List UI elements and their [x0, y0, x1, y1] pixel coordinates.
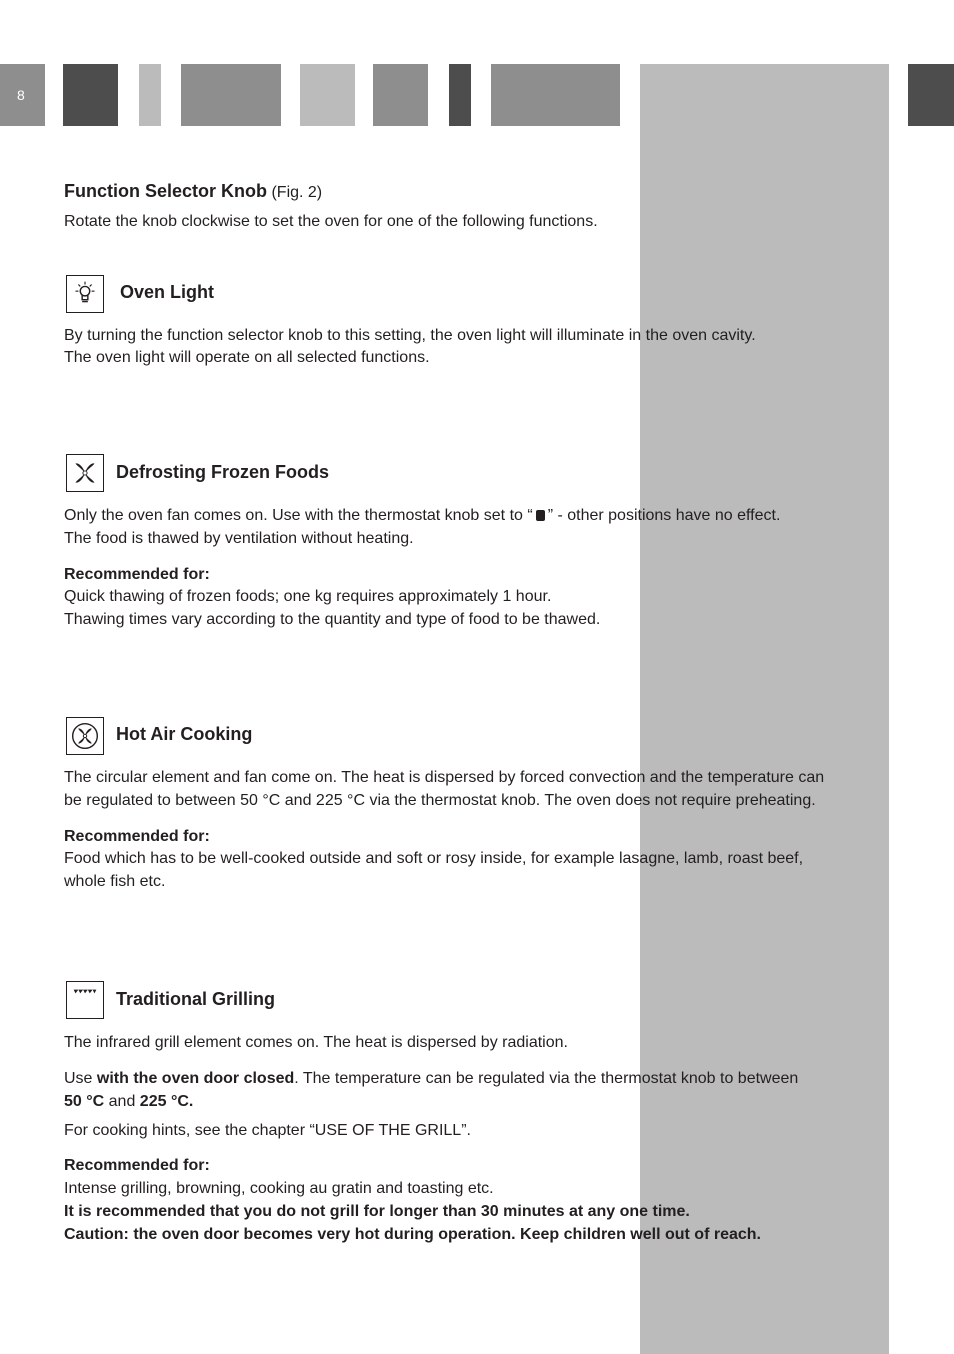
fig-reference: (Fig. 2) [267, 184, 323, 201]
header-bar-block [373, 64, 428, 126]
recommended-label: Recommended for: [64, 828, 210, 845]
hot-air-title: Hot Air Cooking [116, 724, 253, 744]
recommended-text: Food which has to be well-cooked outside and soft or rosy inside, for example lasagne, lamb, roast beef, [64, 850, 804, 867]
defrost-line-end: ” - other positions have no effect. [547, 507, 781, 524]
intro-text: Rotate the knob clockwise to set the oven for one of the following functions. [64, 213, 598, 230]
defrost-line [64, 504, 844, 527]
recommended-text: whole fish etc. [64, 873, 166, 890]
function-knob-title: Function Selector Knob [64, 181, 268, 201]
grill-icon [66, 981, 104, 1019]
temp-and: and [104, 1093, 140, 1110]
header-bar-block [491, 64, 620, 126]
recommended-label: Recommended for: [64, 1157, 210, 1174]
grill-warning: It is recommended that you do not grill for longer than 30 minutes at any one time. [64, 1203, 690, 1220]
grill-caution: Caution: the oven door becomes very hot during operation. Keep children well out of reach. [64, 1226, 761, 1243]
grill-hints: For cooking hints, see the chapter “USE OF THE GRILL”. [64, 1122, 471, 1139]
defrost-line: The food is thawed by ventilation without heating. [64, 530, 414, 547]
grill-line: The infrared grill element comes on. The heat is dispersed by radiation. [64, 1034, 568, 1051]
grill-title: Traditional Grilling [116, 989, 276, 1009]
oven-light-title: Oven Light [120, 282, 214, 302]
header-bar-block [449, 64, 471, 126]
section-heading [64, 180, 844, 204]
header-bar-block [63, 64, 118, 126]
oven-light-line: The oven light will operate on all selected functions. [64, 349, 430, 366]
grill-use-line [64, 1067, 844, 1090]
oven-light-line: By turning the function selector knob to this setting, the oven light will illuminate in the oven cavity. [64, 327, 756, 344]
temp-low: 50 °C [64, 1093, 105, 1110]
recommended-label: Recommended for: [64, 566, 210, 583]
header-bar-block [139, 64, 161, 126]
fan-circle-icon [66, 717, 104, 755]
page-number: 8 [0, 64, 45, 126]
hot-air-line: The circular element and fan come on. The heat is dispersed by forced convection and the temperature can [64, 769, 825, 786]
grill-use-bold: with the oven door closed [96, 1070, 295, 1087]
square-symbol-icon [536, 510, 545, 521]
recommended-text: Quick thawing of frozen foods; one kg requires approximately 1 hour. [64, 588, 552, 605]
defrost-line-start: Only the oven fan comes on. Use with the thermostat knob set to “ [64, 507, 533, 524]
grill-use-prefix: Use [64, 1070, 97, 1087]
light-bulb-icon [66, 275, 104, 313]
header-bar-block [181, 64, 281, 126]
hot-air-line: be regulated to between 50 °C and 225 °C via the thermostat knob. The oven does not require preheating. [64, 792, 816, 809]
defrost-title: Defrosting Frozen Foods [116, 462, 329, 482]
recommended-text: Thawing times vary according to the quantity and type of food to be thawed. [64, 611, 601, 628]
header-bar-block [300, 64, 355, 126]
temp-high: 225 °C. [139, 1093, 194, 1110]
recommended-text: Intense grilling, browning, cooking au gratin and toasting etc. [64, 1180, 494, 1197]
grill-temp-line [64, 1090, 844, 1113]
fan-icon [66, 454, 104, 492]
header-bar-block [908, 64, 954, 126]
grill-use-rest: . The temperature can be regulated via the thermostat knob to between [294, 1070, 799, 1087]
